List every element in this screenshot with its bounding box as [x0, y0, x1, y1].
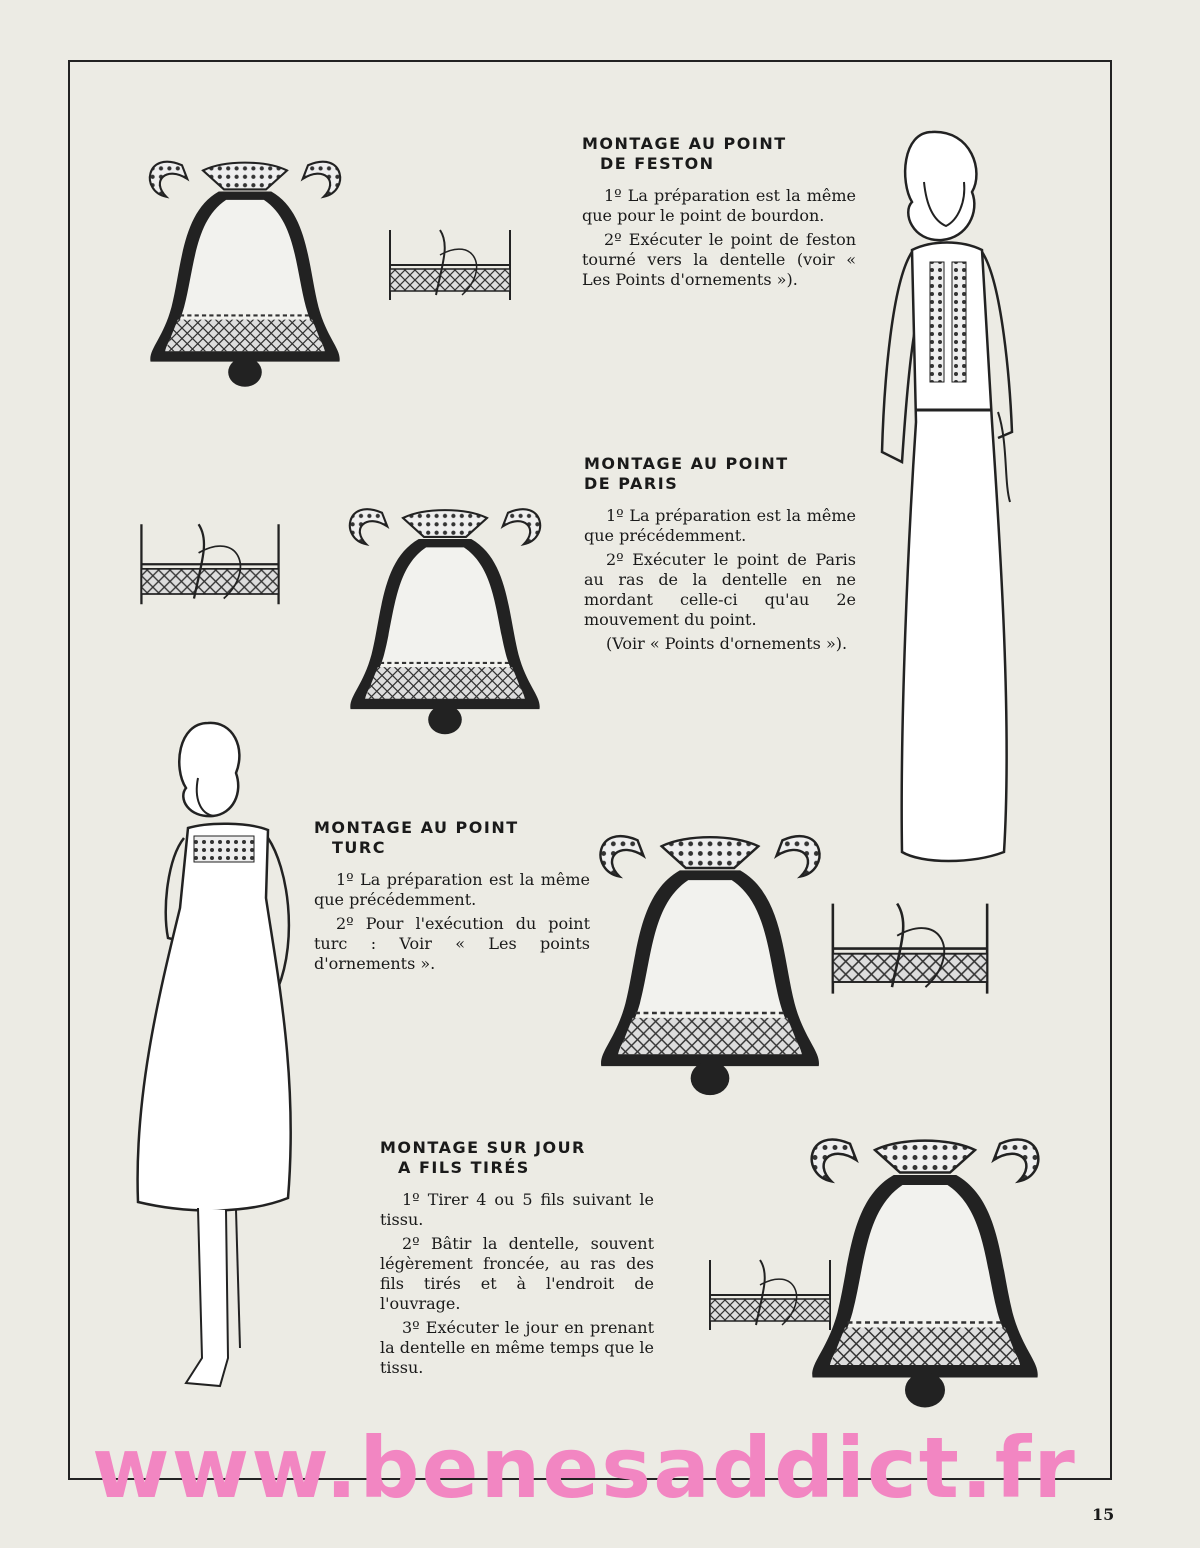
- paragraph: (Voir « Points d'ornements »).: [606, 634, 848, 653]
- page-number: 15: [1092, 1505, 1115, 1524]
- paragraph: 1º La préparation est la même que précédemment.: [314, 870, 590, 909]
- paragraph: 2º Pour l'exécution du point turc : Voir « Les points d'ornements ».: [314, 914, 590, 973]
- section-point-de-paris: [584, 454, 856, 658]
- paragraph: 2º Exécuter le point de feston tourné vers la dentelle (voir « Les Points d'ornements »).: [582, 230, 856, 289]
- section-title: MONTAGE AU POINT DE PARIS: [584, 454, 789, 493]
- paragraph: 2º Bâtir la dentelle, souvent légèrement froncée, au ras des fils tirés et à l'endroit de l'ouvrage.: [380, 1234, 654, 1313]
- section-jour-a-fils-tires: [380, 1138, 654, 1382]
- paragraph: 1º La préparation est la même que précédemment.: [584, 506, 856, 545]
- woman-nightgown-illustration: [872, 122, 1022, 872]
- watermark: www.benesaddict.fr: [92, 1419, 1077, 1517]
- bell-illustration-paris: [340, 485, 550, 740]
- woman-slip-illustration: [128, 718, 308, 1398]
- bell-illustration-jour: [800, 1110, 1050, 1415]
- bell-illustration-feston: [140, 130, 350, 400]
- bell-illustration-turc: [585, 810, 835, 1100]
- paragraph: 1º La préparation est la même que pour le point de bourdon.: [582, 186, 856, 225]
- stitch-diagram-feston: [380, 205, 520, 335]
- section-point-turc: [314, 818, 590, 978]
- section-title: MONTAGE AU POINT TURC: [314, 818, 519, 857]
- section-title: MONTAGE SUR JOUR A FILS TIRÉS: [380, 1138, 586, 1177]
- stitch-diagram-turc: [820, 890, 1000, 1020]
- paragraph: 1º Tirer 4 ou 5 fils suivant le tissu.: [380, 1190, 654, 1229]
- section-point-de-feston: [582, 134, 856, 294]
- section-title: MONTAGE AU POINT DE FESTON: [582, 134, 787, 173]
- paragraph: 3º Exécuter le jour en prenant la dentelle en même temps que le tissu.: [380, 1318, 654, 1377]
- paragraph: 2º Exécuter le point de Paris au ras de la dentelle en ne mordant celle-ci qu'au 2e mouvement du point.: [584, 550, 856, 629]
- stitch-diagram-paris: [130, 505, 290, 635]
